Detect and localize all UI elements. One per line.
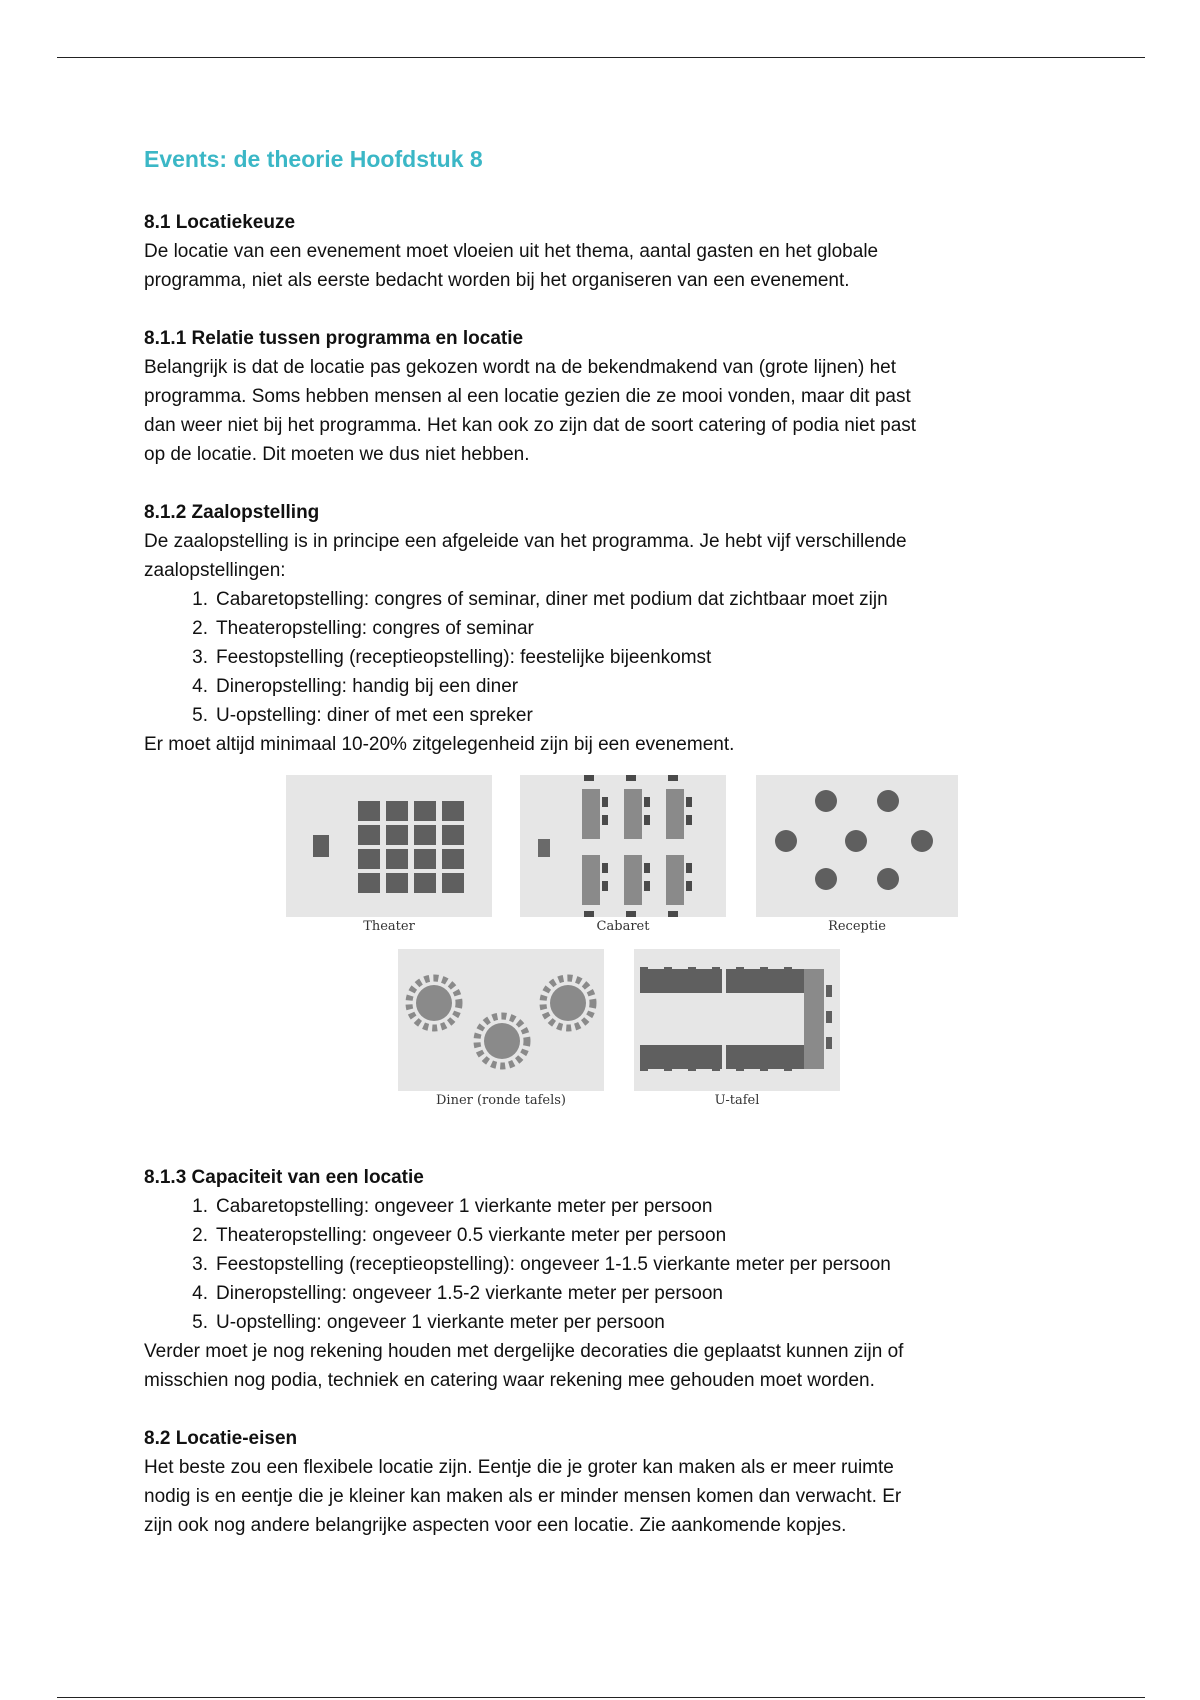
section-heading: 8.2 Locatie-eisen [144, 1428, 298, 1449]
section-8-1-1 [144, 324, 1064, 469]
theater-diagram [286, 775, 492, 917]
paragraph-line: programma, niet als eerste bedacht worden bij het organiseren van een evenement. [144, 270, 850, 291]
u-tafel-diagram [634, 949, 840, 1091]
page-title: Events: de theorie Hoofdstuk 8 [144, 146, 483, 172]
section-8-2 [144, 1424, 1064, 1540]
setup-list [144, 585, 1064, 730]
caption-u-tafel: U-tafel [714, 1093, 760, 1108]
section-heading: 8.1.2 Zaalopstelling [144, 502, 320, 523]
paragraph-line: De locatie van een evenement moet vloeien uit het thema, aantal gasten en het globale [144, 241, 879, 262]
list-item: 1. Cabaretopstelling: ongeveer 1 vierkante meter per persoon [192, 1196, 713, 1217]
list-item: 3. Feestopstelling (receptieopstelling): feestelijke bijeenkomst [192, 647, 712, 668]
caption-theater: Theater [363, 919, 415, 934]
list-item: 2. Theateropstelling: ongeveer 0.5 vierkante meter per persoon [192, 1225, 727, 1246]
room-setup-figure [144, 767, 1064, 1137]
paragraph-line: Verder moet je nog rekening houden met dergelijke decoraties die geplaatst kunnen zijn of [144, 1341, 904, 1362]
section-heading: 8.1.1 Relatie tussen programma en locatie [144, 328, 524, 349]
list-item: 3. Feestopstelling (receptieopstelling): ongeveer 1-1.5 vierkante meter per persoon [192, 1254, 891, 1275]
caption-receptie: Receptie [828, 919, 886, 934]
paragraph-line: misschien nog podia, techniek en catering waar rekening mee gehouden moet worden. [144, 1370, 875, 1391]
diner-diagram [398, 949, 604, 1091]
list-item: 4. Dineropstelling: ongeveer 1.5-2 vierkante meter per persoon [192, 1283, 723, 1304]
section-8-1 [144, 208, 1064, 295]
paragraph-line: op de locatie. Dit moeten we dus niet hebben. [144, 444, 530, 465]
caption-diner: Diner (ronde tafels) [435, 1093, 566, 1108]
section-8-1-2 [144, 498, 1064, 759]
paragraph-line: zaalopstellingen: [144, 560, 286, 581]
cabaret-diagram [520, 775, 726, 917]
top-rule [57, 57, 1145, 58]
bottom-rule [57, 1697, 1145, 1698]
list-item: 1. Cabaretopstelling: congres of seminar, diner met podium dat zichtbaar moet zijn [192, 589, 888, 610]
paragraph-line: Belangrijk is dat de locatie pas gekozen wordt na de bekendmakend van (grote lijnen) het [144, 357, 897, 378]
paragraph-line: programma. Soms hebben mensen al een locatie gezien die ze mooi vonden, maar dit past [144, 386, 911, 407]
capacity-list [144, 1192, 1064, 1337]
section-heading: 8.1 Locatiekeuze [144, 212, 296, 233]
paragraph-line: dan weer niet bij het programma. Het kan ook zo zijn dat de soort catering of podia niet past [144, 415, 917, 436]
paragraph-line: zijn ook nog andere belangrijke aspecten voor een locatie. Zie aankomende kopjes. [144, 1515, 847, 1536]
list-item: 4. Dineropstelling: handig bij een diner [192, 676, 519, 697]
page-content [144, 140, 1064, 1569]
paragraph-line: De zaalopstelling is in principe een afgeleide van het programma. Je hebt vijf verschillende [144, 531, 907, 552]
list-item: 5. U-opstelling: ongeveer 1 vierkante meter per persoon [192, 1312, 665, 1333]
section-heading: 8.1.3 Capaciteit van een locatie [144, 1167, 424, 1188]
paragraph-line: Het beste zou een flexibele locatie zijn. Eentje die je groter kan maken als er meer ruimte [144, 1457, 894, 1478]
section-8-1-3 [144, 1163, 1064, 1395]
paragraph-line: nodig is en eentje die je kleiner kan maken als er minder mensen komen dan verwacht. Er [144, 1486, 902, 1507]
list-item: 5. U-opstelling: diner of met een spreker [192, 705, 533, 726]
caption-cabaret: Cabaret [596, 919, 650, 934]
paragraph-line: Er moet altijd minimaal 10-20% zitgelegenheid zijn bij een evenement. [144, 734, 735, 755]
receptie-diagram [756, 775, 958, 917]
list-item: 2. Theateropstelling: congres of seminar [192, 618, 534, 639]
